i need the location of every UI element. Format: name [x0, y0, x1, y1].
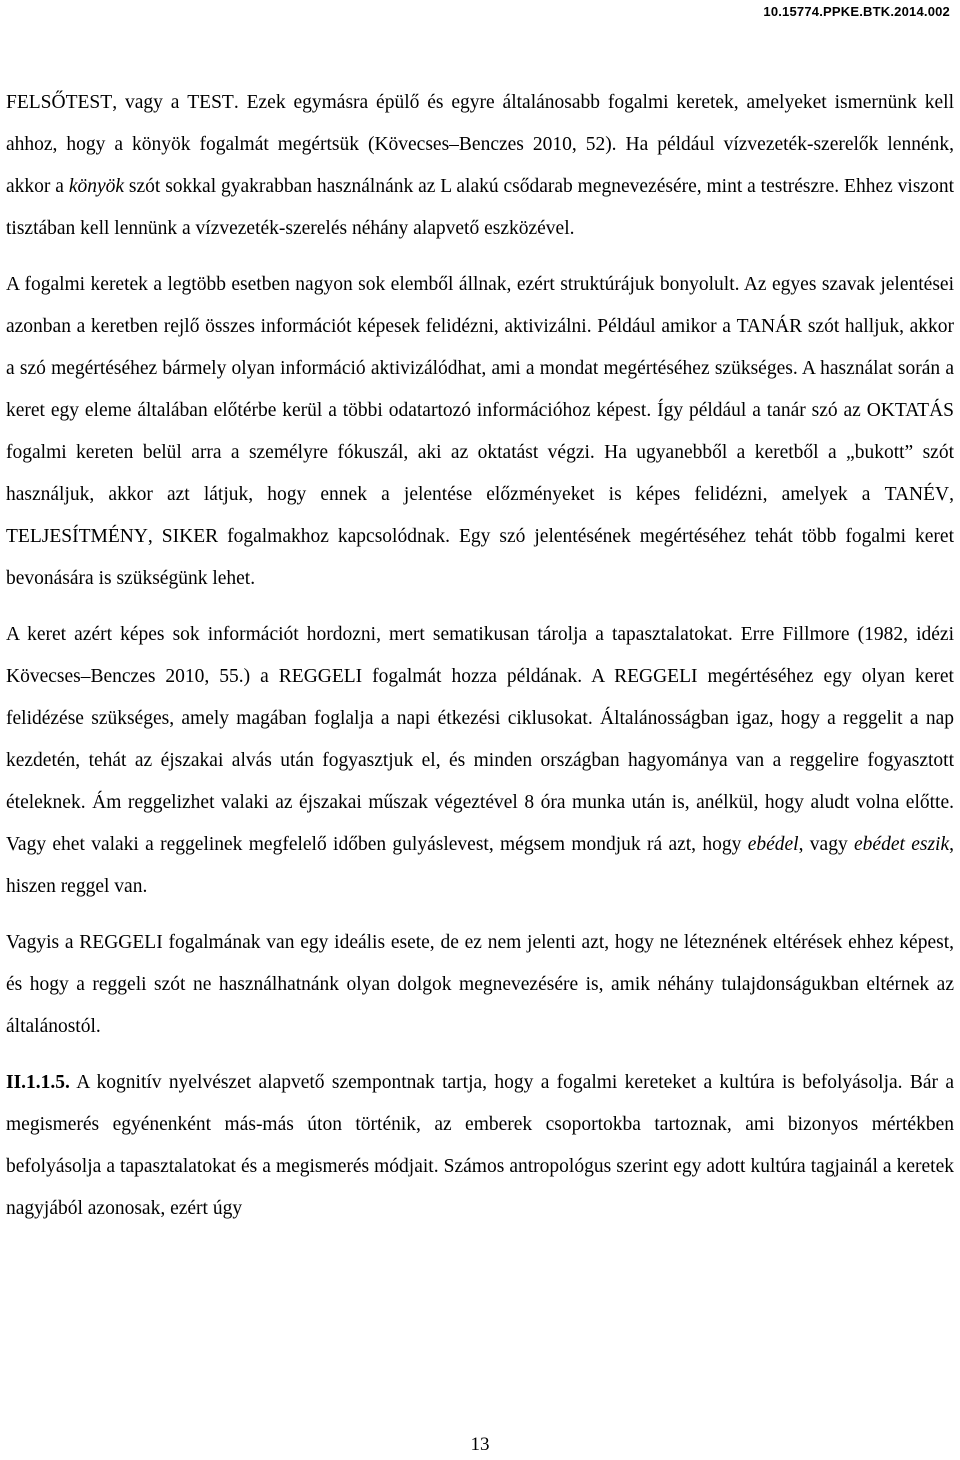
text-segment: TELJESÍTMÉNY: [6, 526, 148, 547]
text-segment: A keret azért képes sok információt hordozni, mert sematikusan tárolja a tapasztalatokat. Erre Fillmore (1982, idézi Kövecses–Benczes 2010, 55.) a: [6, 624, 954, 687]
doi-header: 10.15774.PPKE.BTK.2014.002: [763, 4, 950, 19]
text-segment: TANÉV: [884, 484, 950, 505]
text-segment: REGGELI: [79, 932, 163, 953]
paragraph-p2: [6, 264, 954, 600]
text-segment: fogalmát hozza példának. A: [362, 666, 615, 687]
text-segment: , hiszen reggel van.: [6, 834, 954, 897]
text-segment: A fogalmi keretek a legtöbb esetben nagyon sok elemből állnak, ezért struktúrájuk bonyolult. Az egyes szavak jelentései azonban a keretben rejlő összes információt képesek felidézni, aktivizálni. Például amikor a: [6, 274, 954, 337]
text-segment: REGGELI: [614, 666, 698, 687]
text-segment: megértéséhez egy olyan keret felidézése szükséges, amely magában foglalja a napi étkezési ciklusokat. Általánosságban igaz, hogy a reggelit a nap kezdetén, tehát az éjszakai alvás után fogyasztjuk el, és minden országban hagyománya van a reggelire fogyasztott ételeknek. Ám reggelizhet valaki az éjszakai műszak végeztével 8 óra munka után is, anélkül, hogy aludt volna előtte. Vagy ehet valaki a reggelinek megfelelő időben gulyáslevest, mégsem mondjuk rá azt, hogy: [6, 666, 954, 855]
paragraph-p1: [6, 82, 954, 250]
text-segment: SIKER: [161, 526, 219, 547]
body-text: [6, 82, 954, 1230]
text-segment: . Ezek egymásra épülő és egyre általánosabb fogalmi keretek, amelyeket ismernünk kell ahhoz, hogy a könyök fogalmát megértsük (Kövecses–Benczes 2010, 52). Ha például vízvezeték-szerelők lennénk, akkor a: [6, 92, 955, 197]
paragraph-p3: [6, 614, 954, 908]
section-number: II.1.1.5.: [6, 1072, 70, 1093]
text-segment: fogalmának van egy ideális esete, de ez nem jelenti azt, hogy ne léteznének eltérések ehhez képest, és hogy a reggeli szót ne használhatnánk olyan dolgok megnevezésére is, amik néhány tulajdonságukban eltérnek az általánostól.: [6, 932, 954, 1037]
text-segment: fogalmakhoz kapcsolódnak. Egy szó jelentésének megértéséhez tehát több fogalmi keret bevonására is szükségünk lehet.: [6, 526, 955, 589]
text-segment: TEST: [187, 92, 234, 113]
text-segment: szót halljuk, akkor a szó megértéséhez bármely olyan információ aktivizálódhat, ami a mondat megértéséhez szükséges. A használat során a keret egy eleme általában előtérbe kerül a többi odatartozó információhoz képest. Így például a tanár szó az: [6, 316, 954, 421]
page-number: 13: [470, 1434, 490, 1455]
text-segment: ebédet eszik: [854, 834, 950, 855]
text-segment: könyök: [68, 176, 125, 197]
text-segment: TANÁR: [736, 316, 803, 337]
text-segment: , vagy: [798, 834, 855, 855]
paragraph-p4: [6, 922, 954, 1048]
text-segment: ,: [949, 484, 954, 505]
text-segment: Vagyis a: [6, 932, 80, 953]
text-segment: REGGELI: [278, 666, 363, 687]
text-segment: ,: [147, 526, 162, 547]
text-segment: szót sokkal gyakrabban használnánk az L alakú csődarab megnevezésére, mint a testrészre. Ehhez viszont tisztában kell lennünk a vízvezeték-szerelés néhány alapvető eszközével.: [6, 176, 954, 239]
text-segment: fogalmi kereten belül arra a személyre fókuszál, aki az oktatást végzi. Ha ugyanebből a keretből a „bukott” szót használjuk, akkor azt látjuk, hogy ennek a jelentése előzményeket is képes felidézni, amelyek a: [6, 442, 954, 505]
text-segment: , vagy a: [112, 92, 188, 113]
text-segment: OKTATÁS: [866, 400, 954, 421]
paragraph-p5: [6, 1062, 954, 1230]
text-segment: ebédel: [747, 834, 799, 855]
text-segment: FELSŐTEST: [6, 92, 113, 113]
text-segment: A kognitív nyelvészet alapvető szempontnak tartja, hogy a fogalmi kereteket a kultúra is befolyásolja. Bár a megismerés egyénenként más-más úton történik, az emberek csoportokba tartoznak, ami bizonyos mértékben befolyásolja a tapasztalatokat és a megismerés módjait. Számos antropológus szerint egy adott kultúra tagjainál a keretek nagyjából azonosak, ezért úgy: [6, 1072, 954, 1219]
